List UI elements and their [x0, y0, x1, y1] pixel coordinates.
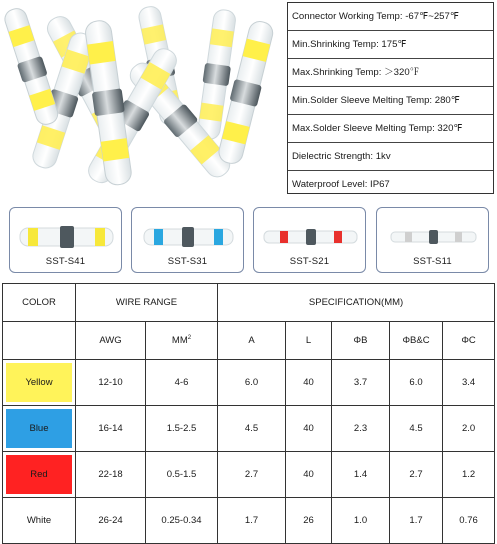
spec-dielectric: Dielectric Strength: 1kv	[288, 143, 493, 171]
awg-cell: 12-10	[76, 360, 146, 406]
connector-icon	[254, 208, 367, 258]
bc-cell: 4.5	[390, 406, 443, 452]
spec-min-shrink-temp: Min.Shrinking Temp: 175℉	[288, 31, 493, 59]
spec-table	[2, 283, 495, 544]
spec-waterproof: Waterproof Level: IP67	[292, 179, 390, 190]
header-mm2	[146, 322, 218, 360]
awg-cell: 26-24	[76, 498, 146, 544]
b-cell: 2.3	[332, 406, 390, 452]
bc-cell: 2.7	[390, 452, 443, 498]
header-l: L	[286, 322, 332, 360]
header-mm-text: MM	[171, 335, 188, 347]
connector-cards	[0, 207, 497, 275]
spec-min-melt-temp: Min.Solder Sleeve Melting Temp: 280℉	[288, 87, 493, 115]
product-photo	[0, 0, 288, 195]
header-phi-c: ΦC	[443, 322, 495, 360]
l-cell: 40	[286, 360, 332, 406]
a-cell: 2.7	[218, 452, 286, 498]
a-cell: 1.7	[218, 498, 286, 544]
spec-max-melt-temp: Max.Solder Sleeve Melting Temp: 320℉	[288, 115, 493, 143]
mm2-cell: 4-6	[146, 360, 218, 406]
color-swatch-red: Red	[6, 455, 72, 494]
spec-working-temp: Connector Working Temp: -67℉~257℉	[288, 3, 493, 31]
connector-icon	[10, 208, 123, 258]
awg-cell: 22-18	[76, 452, 146, 498]
c-cell: 1.2	[443, 452, 495, 498]
card-sst-s41	[9, 207, 122, 273]
header-mm-sup: 2	[187, 334, 192, 341]
bc-cell: 1.7	[390, 498, 443, 544]
a-cell: 6.0	[218, 360, 286, 406]
header-phi-b: ΦB	[332, 322, 390, 360]
awg-cell: 16-14	[76, 406, 146, 452]
bc-cell: 6.0	[390, 360, 443, 406]
connector-pile-image	[0, 0, 288, 195]
l-cell: 26	[286, 498, 332, 544]
color-swatch-blue: Blue	[6, 409, 72, 448]
connector-icon	[132, 208, 245, 258]
a-cell: 4.5	[218, 406, 286, 452]
header-blank	[3, 322, 76, 360]
c-cell: 2.0	[443, 406, 495, 452]
c-cell: 3.4	[443, 360, 495, 406]
color-cell	[3, 360, 76, 406]
mm2-cell: 0.25-0.34	[146, 498, 218, 544]
card-label: SST-S31	[167, 256, 208, 267]
b-cell: 1.4	[332, 452, 390, 498]
mm2-cell: 0.5-1.5	[146, 452, 218, 498]
card-sst-s11	[376, 207, 489, 273]
c-cell: 0.76	[443, 498, 495, 544]
table-row	[3, 498, 495, 544]
table-row	[3, 360, 495, 406]
b-cell: 1.0	[332, 498, 390, 544]
spec-list	[287, 2, 494, 194]
card-sst-s31	[131, 207, 244, 273]
color-swatch-white: White	[6, 501, 72, 540]
header-wire-range: WIRE RANGE	[76, 284, 218, 322]
card-sst-s21	[253, 207, 366, 273]
table-row	[3, 452, 495, 498]
card-label: SST-S21	[289, 256, 330, 267]
color-swatch-yellow: Yellow	[6, 363, 72, 402]
color-cell	[3, 406, 76, 452]
l-cell: 40	[286, 452, 332, 498]
header-specification: SPECIFICATION(MM)	[218, 284, 495, 322]
header-awg: AWG	[76, 322, 146, 360]
spec-max-shrink-temp: Max.Shrinking Temp: ＞320℉	[288, 59, 493, 87]
header-phi-bc: ΦB&C	[390, 322, 443, 360]
header-color: COLOR	[3, 284, 76, 322]
header-a: A	[218, 322, 286, 360]
card-label: SST-S11	[413, 256, 452, 267]
l-cell: 40	[286, 406, 332, 452]
color-cell	[3, 498, 76, 544]
color-cell	[3, 452, 76, 498]
b-cell: 3.7	[332, 360, 390, 406]
mm2-cell: 1.5-2.5	[146, 406, 218, 452]
connector-icon	[377, 208, 490, 258]
card-label: SST-S41	[45, 256, 86, 267]
table-row	[3, 406, 495, 452]
